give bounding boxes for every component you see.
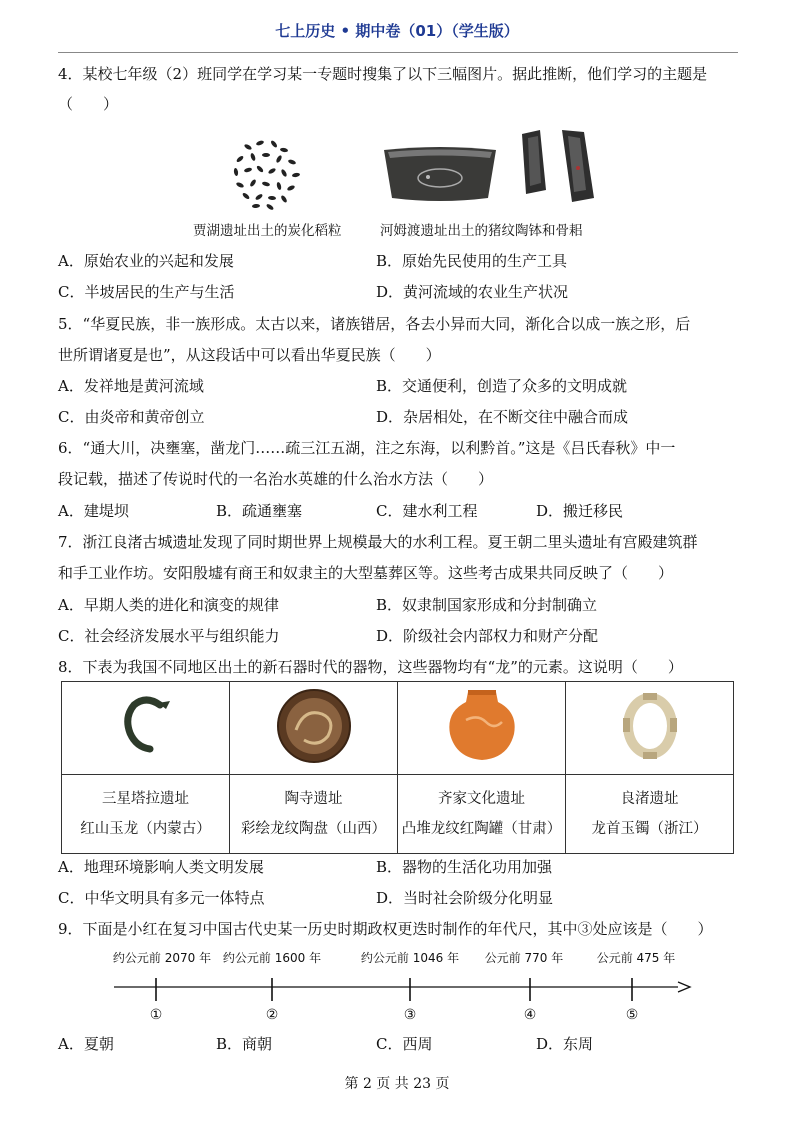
artifact-table bbox=[61, 681, 734, 854]
q8-option-b[interactable]: B．器物的生活化功用加强 bbox=[376, 858, 553, 876]
artifact-item-3: 凸堆龙纹红陶罐（甘肃） bbox=[401, 821, 562, 837]
q6-stem-line2: 段记载，描述了传说时代的一名治水英雄的什么治水方法（ ） bbox=[58, 470, 494, 488]
q6-stem-line1: 6．“通大川，决壅塞，凿龙门……疏三江五湖，注之东海，以利黔首。”这是《吕氏春秋》中一 bbox=[58, 439, 676, 457]
q9-stem: 9．下面是小红在复习中国古代史某一历史时期政权更迭时制作的年代尺，其中③处应该是（ ） bbox=[58, 920, 713, 938]
q7-option-b[interactable]: B．奴隶制国家形成和分封制确立 bbox=[376, 596, 598, 614]
artifact-text-3 bbox=[398, 775, 566, 854]
q4-caption-right: 河姆渡遗址出土的猪纹陶钵和骨耜 bbox=[380, 223, 583, 239]
pig-pattern-pottery-bowl-image bbox=[380, 142, 500, 204]
timeline-label-3: 约公元前 1046 年 bbox=[360, 951, 460, 965]
artifact-site-3: 齐家文化遗址 bbox=[438, 791, 525, 807]
q7-stem-line2: 和手工业作坊。安阳殷墟有商王和奴隶主的大型墓葬区等。这些考古成果共同反映了（ ） bbox=[58, 564, 674, 582]
q6-option-b[interactable]: B．疏通壅塞 bbox=[216, 502, 303, 520]
q4-option-d[interactable]: D．黄河流域的农业生产状况 bbox=[376, 283, 569, 301]
artifact-item-4: 龙首玉镯（浙江） bbox=[591, 821, 708, 837]
artifact-text-1 bbox=[62, 775, 230, 854]
artifact-site-1: 三星塔拉遗址 bbox=[102, 791, 189, 807]
q7-options-row1 bbox=[58, 594, 738, 614]
q8-options-row2 bbox=[58, 887, 738, 907]
q6-option-d[interactable]: D．搬迁移民 bbox=[536, 502, 624, 520]
q5-options-row2 bbox=[58, 406, 738, 426]
bone-spade-image bbox=[518, 128, 600, 208]
artifact-text-4 bbox=[566, 775, 734, 854]
q4-stem-line1: 4．某校七年级（2）班同学在学习某一专题时搜集了以下三幅图片。据此推断，他们学习的主题是 bbox=[58, 65, 708, 83]
q6-options-row bbox=[58, 500, 738, 520]
q5-stem-line1: 5．“华夏民族，非一族形成。太古以来，诸族错居，各去小异而大同，渐化合以成一族之形，后 bbox=[58, 315, 691, 333]
artifact-cell-taosi-plate bbox=[230, 682, 398, 775]
timeline-mark-4: ④ bbox=[523, 1007, 537, 1023]
timeline-label-4: 公元前 770 年 bbox=[484, 951, 564, 965]
q9-option-d[interactable]: D．东周 bbox=[536, 1035, 594, 1053]
artifact-site-4: 良渚遗址 bbox=[620, 791, 679, 807]
q5-option-b[interactable]: B．交通便利，创造了众多的文明成就 bbox=[376, 377, 628, 395]
q9-option-c[interactable]: C．西周 bbox=[376, 1035, 433, 1053]
q8-stem: 8．下表为我国不同地区出土的新石器时代的器物，这些器物均有“龙”的元素。这说明（ ） bbox=[58, 658, 683, 676]
timeline-label-2: 约公元前 1600 年 bbox=[222, 951, 322, 965]
q7-stem-line1: 7．浙江良渚古城遗址发现了同时期世界上规模最大的水利工程。夏王朝二里头遗址有宫殿建筑群 bbox=[58, 533, 698, 551]
q4-stem-line2: （ ） bbox=[58, 95, 119, 113]
q4-option-a[interactable]: A．原始农业的兴起和发展 bbox=[58, 252, 234, 270]
page-header: 七上历史 • 期中卷（01）（学生版） bbox=[275, 22, 519, 40]
q8-option-c[interactable]: C．中华文明具有多元一体特点 bbox=[58, 889, 265, 907]
timeline-mark-2: ② bbox=[265, 1007, 279, 1023]
painted-dragon-plate-image bbox=[274, 686, 354, 766]
timeline-label-5: 公元前 475 年 bbox=[596, 951, 676, 965]
q7-option-c[interactable]: C．社会经济发展水平与组织能力 bbox=[58, 627, 280, 645]
jade-dragon-image bbox=[116, 691, 176, 761]
artifact-item-1: 红山玉龙（内蒙古） bbox=[80, 821, 211, 837]
timeline-label-1: 约公元前 2070 年 bbox=[112, 951, 212, 965]
artifact-text-2 bbox=[230, 775, 398, 854]
red-pottery-jar-image bbox=[442, 688, 522, 764]
header-rule bbox=[58, 52, 738, 53]
q4-options-row1 bbox=[58, 250, 738, 270]
artifact-cell-hongshan-jade-dragon bbox=[62, 682, 230, 775]
q4-option-b[interactable]: B．原始先民使用的生产工具 bbox=[376, 252, 568, 270]
timeline bbox=[100, 945, 700, 1025]
artifact-site-2: 陶寺遗址 bbox=[284, 791, 343, 807]
q5-option-d[interactable]: D．杂居相处，在不断交往中融合而成 bbox=[376, 408, 629, 426]
q5-option-c[interactable]: C．由炎帝和黄帝创立 bbox=[58, 408, 205, 426]
page-footer: 第 2 页 共 23 页 bbox=[344, 1076, 450, 1092]
timeline-mark-1: ① bbox=[149, 1007, 163, 1023]
q4-option-c[interactable]: C．半坡居民的生产与生活 bbox=[58, 283, 235, 301]
carbonized-rice-image bbox=[226, 133, 306, 213]
q4-options-row2 bbox=[58, 281, 738, 301]
artifact-cell-liangzhu-bracelet bbox=[566, 682, 734, 775]
timeline-mark-5: ⑤ bbox=[625, 1007, 639, 1023]
artifact-cell-qijia-jar bbox=[398, 682, 566, 775]
q8-option-a[interactable]: A．地理环境影响人类文明发展 bbox=[58, 858, 264, 876]
q6-option-a[interactable]: A．建堤坝 bbox=[58, 502, 129, 520]
q9-option-a[interactable]: A．夏朝 bbox=[58, 1035, 114, 1053]
q9-options-row bbox=[58, 1033, 738, 1053]
q8-options-row1 bbox=[58, 856, 738, 876]
q7-option-a[interactable]: A．早期人类的进化和演变的规律 bbox=[58, 596, 279, 614]
q9-option-b[interactable]: B．商朝 bbox=[216, 1035, 273, 1053]
timeline-mark-3: ③ bbox=[403, 1007, 417, 1023]
q5-stem-line2: 世所谓诸夏是也”，从这段话中可以看出华夏民族（ ） bbox=[58, 346, 441, 364]
q8-option-d[interactable]: D．当时社会阶级分化明显 bbox=[376, 889, 554, 907]
artifact-item-2: 彩绘龙纹陶盘（山西） bbox=[241, 821, 386, 837]
q5-options-row1 bbox=[58, 375, 738, 395]
q5-option-a[interactable]: A．发祥地是黄河流域 bbox=[58, 377, 204, 395]
q7-option-d[interactable]: D．阶级社会内部权力和财产分配 bbox=[376, 627, 599, 645]
q6-option-c[interactable]: C．建水利工程 bbox=[376, 502, 478, 520]
dragon-head-bracelet-image bbox=[615, 688, 685, 764]
q7-options-row2 bbox=[58, 625, 738, 645]
q4-caption-left: 贾湖遗址出土的炭化稻粒 bbox=[193, 223, 342, 239]
